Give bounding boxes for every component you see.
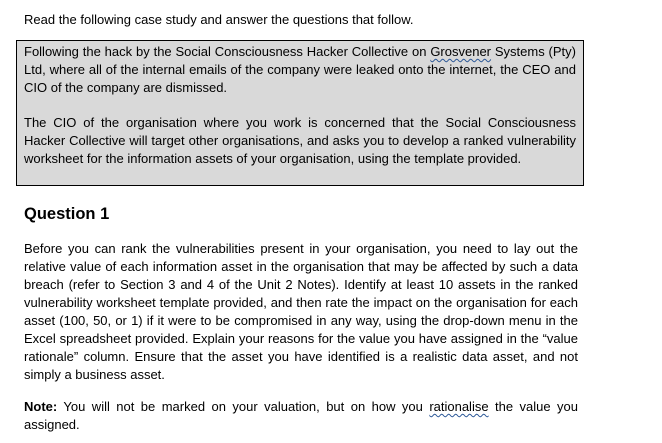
case-study-paragraph-2: The CIO of the organisation where you work is concerned that the Social Consciousness Hacker Collective will target other organisations, and asks you to develop a ranked vulnerability worksheet for the information assets of your organisation, using the template provided. xyxy=(24,115,576,166)
spelling-flagged-word: rationalise xyxy=(429,399,489,414)
note-text: the value you assigned. xyxy=(24,399,579,432)
instruction-text: Read the following case study and answer the questions that follow. xyxy=(24,12,414,27)
case-study-paragraph-1 xyxy=(24,43,576,97)
question-heading: Question 1 xyxy=(24,205,110,223)
note-label: Note: xyxy=(24,399,58,414)
note-text: You will not be marked on your valuation, but on how you xyxy=(57,399,430,414)
question-body: Before you can rank the vulnerabilities present in your organisation, you need to lay out the relative value of each information asset in the organisation that may be affected by such a data breach (refer to Section 3 and 4 of the Unit 2 Notes). Identify at least 10 assets in the ranked vulnerability worksheet template provided, and then rate the impact on the organisation for each asset (100, 50, or 1) if it were to be compromised in any way, using the drop-down menu in the Excel spreadsheet provided. Explain your reasons for the value you have assigned in the “value rationale” column. Ensure that the asset you have identified is a realistic data asset, and not simply a business asset. xyxy=(24,241,578,382)
spelling-flagged-word: Grosvener xyxy=(430,44,492,59)
note-paragraph xyxy=(24,398,578,434)
case-study-text: Systems (Pty) Ltd, where all of the internal emails of the company were leaked onto the internet, the CEO and CIO of the company are dismissed. xyxy=(24,44,576,95)
case-study-box xyxy=(16,40,584,186)
case-study-text: Following the hack by the Social Consciousness Hacker Collective on xyxy=(24,44,431,59)
